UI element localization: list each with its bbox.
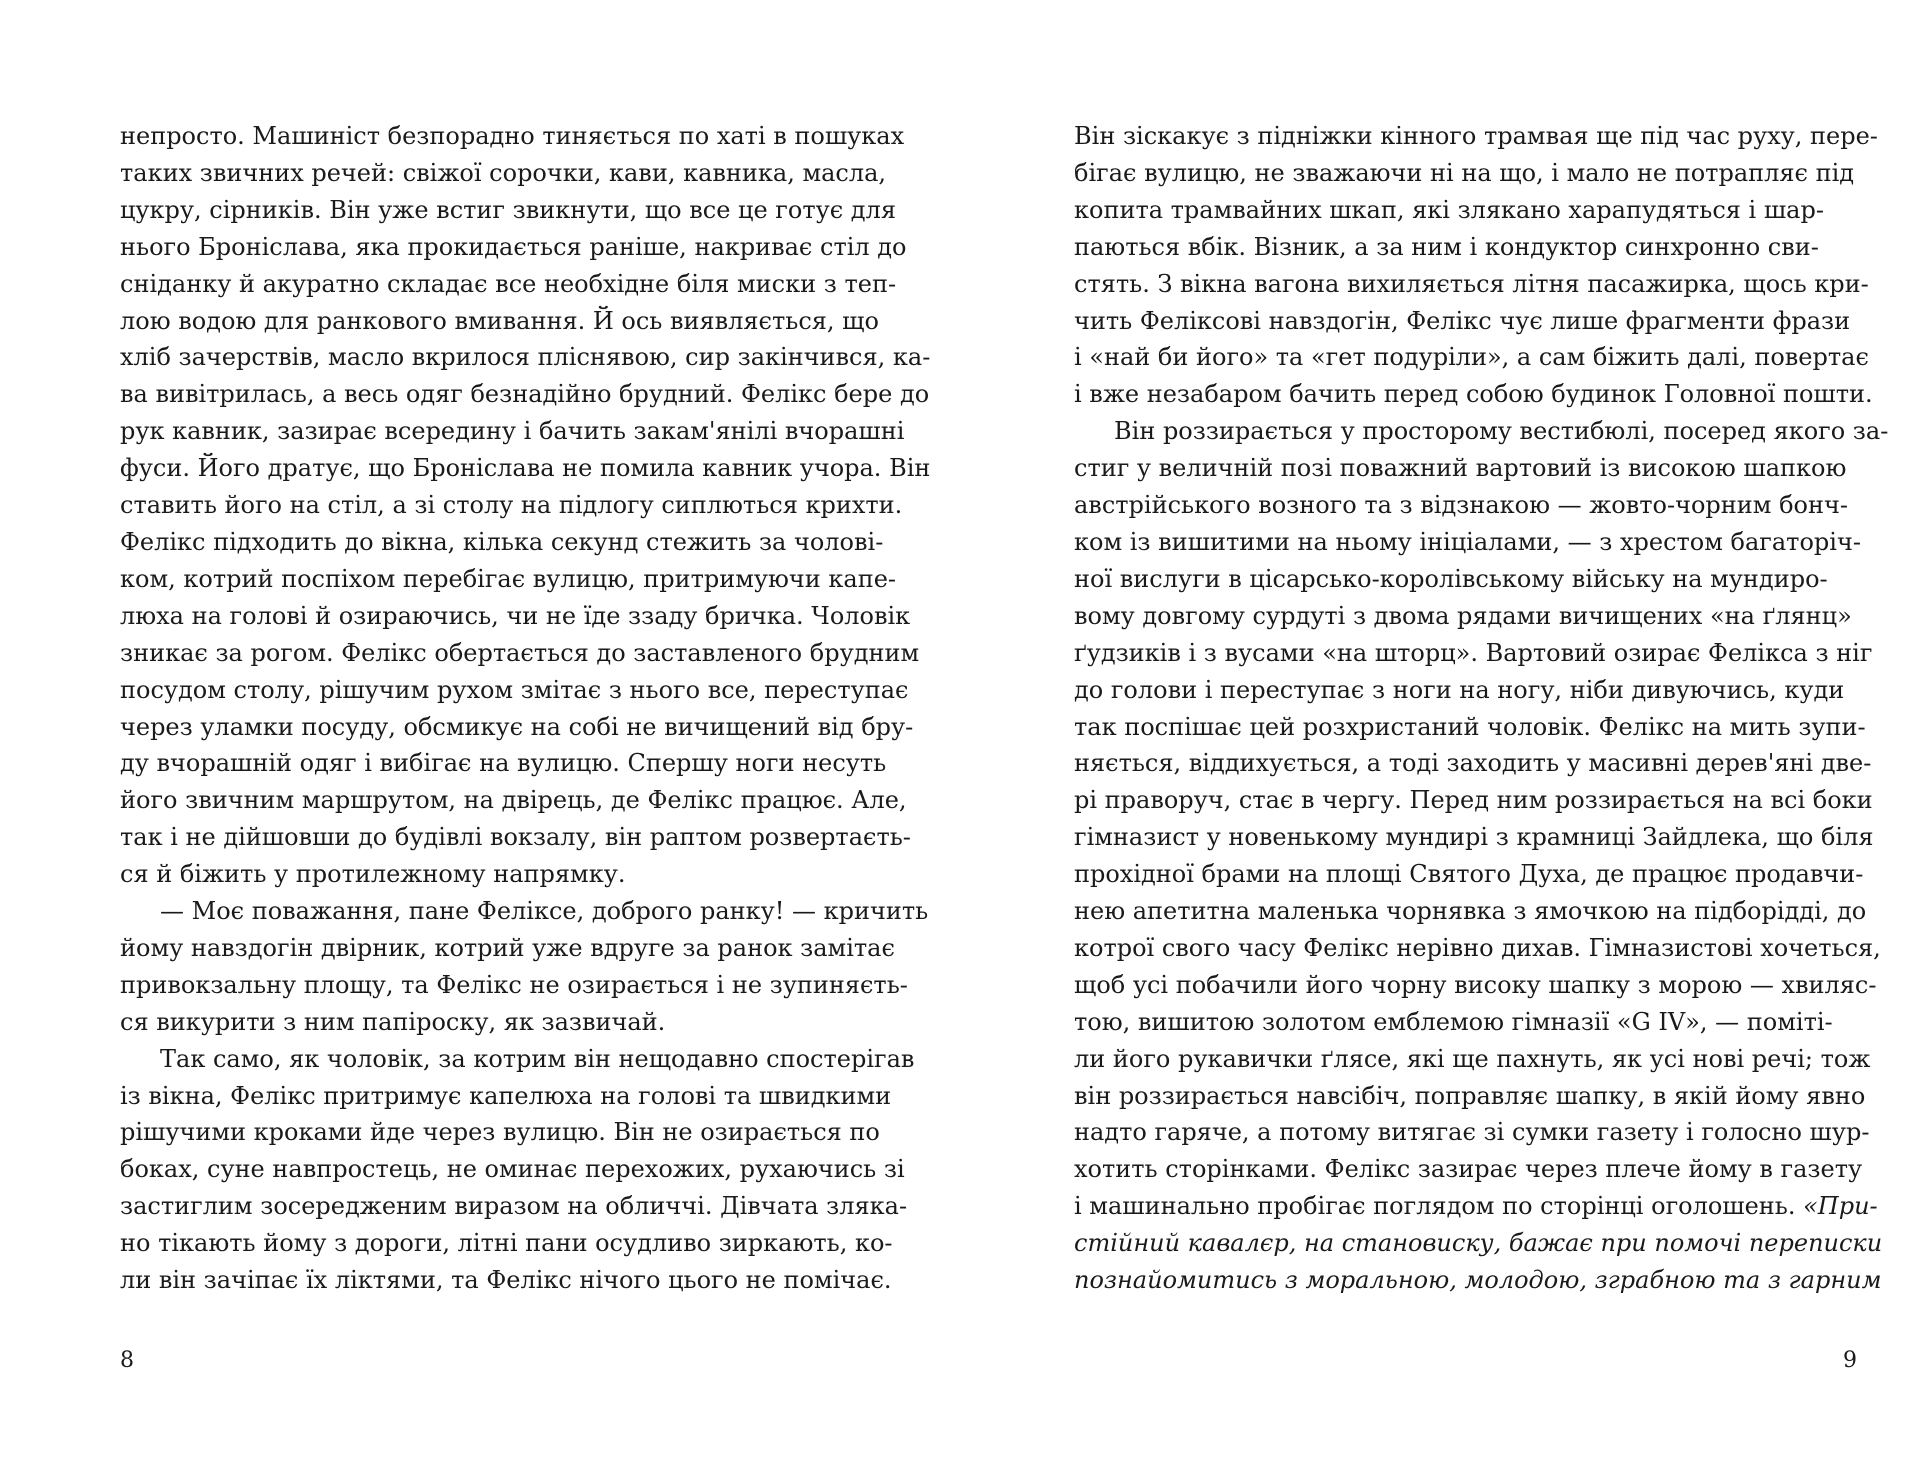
text-line: Фелікс підходить до вікна, кілька секунд стежить за чолові- (120, 527, 884, 556)
text-line: ком, котрий поспіхом перебігає вулицю, притримуючи капе- (120, 564, 897, 593)
text-line: посудом столу, рішучим рухом змітає з нього все, переступає (120, 675, 909, 704)
text-line: бігає вулицю, не зважаючи ні на що, і мало не потрапляє під (1074, 158, 1855, 187)
text-line: щоб усі побачили його чорну високу шапку з морою — хвиляс- (1074, 970, 1877, 999)
text-line: Так само, як чоловік, за котрим він нещодавно спостерігав (160, 1044, 915, 1073)
paragraph (1074, 413, 1889, 1299)
text-line: рук кавник, зазирає всередину і бачить закам'янілі вчорашні (120, 417, 905, 446)
text-line: хотить сторінками. Фелікс зазирає через плече йому в газету (1074, 1155, 1863, 1184)
italic-text-line: стійний кавалєр, на становиску, бажає при помочі переписки (1074, 1229, 1883, 1258)
text-line: тою, вишитою золотом емблемою гімназії «G IV», — поміті- (1074, 1007, 1833, 1036)
text-line: нього Броніслава, яка прокидається раніше, накриває стіл до (120, 232, 907, 261)
text-line: копита трамвайних шкап, які злякано харапудяться і шар- (1074, 195, 1824, 224)
text-line: застиглим зосередженим виразом на обличчі. Дівчата зляка- (120, 1192, 908, 1221)
text-line: зникає за рогом. Фелікс обертається до заставленого брудним (120, 638, 920, 667)
text-line: сніданку й акуратно складає все необхідне біля миски з теп- (120, 269, 897, 298)
text-line: Він зіскакує з підніжки кінного трамвая ще під час руху, пере- (1074, 122, 1878, 150)
text-line: таких звичних речей: свіжої сорочки, кави, кавника, масла, (120, 158, 887, 187)
left-page (120, 118, 931, 1299)
text-line: стять. З вікна вагона вихиляється літня пасажирка, щось кри- (1074, 269, 1869, 298)
text-line: із вікна, Фелікс притримує капелюха на голові та швидкими (120, 1081, 892, 1110)
text-line: няється, віддихується, а тоді заходить у масивні дерев'яні две- (1074, 749, 1872, 778)
text-line: паються вбік. Візник, а за ним і кондуктор синхронно сви- (1074, 232, 1819, 261)
text-line: ли його рукавички ґлясе, які ще пахнуть, як усі нові речі; тож (1074, 1044, 1871, 1073)
italic-text-fragment: «При- (1803, 1192, 1878, 1221)
text-line: но тікають йому з дороги, літні пани осудливо зиркають, ко- (120, 1229, 893, 1258)
text-line: лою водою для ранкового вмивання. Й ось виявляється, що (120, 306, 879, 335)
text-line: чить Феліксові навздогін, Фелікс чує лише фрагменти фрази (1074, 306, 1851, 335)
text-line: він роззирається навсібіч, поправляє шапку, в якій йому явно (1074, 1081, 1866, 1110)
text-line: ся викурити з ним папіроску, як зазвичай. (120, 1007, 666, 1036)
text-line: його звичним маршрутом, на двірець, де Фелікс працює. Але, (120, 786, 907, 815)
text-line: надто гаряче, а потому витягає зі сумки газету і голосно шур- (1074, 1118, 1870, 1147)
text-line: австрійського возного та з відзнакою — жовто-чорним бонч- (1074, 491, 1848, 520)
page-number-left: 8 (120, 1348, 134, 1373)
text-line: Він роззирається у просторому вестибюлі, посеред якого за- (1114, 417, 1889, 446)
text-line: — Моє поважання, пане Феліксе, доброго ранку! — кричить (160, 897, 929, 926)
text-line: вому довгому сурдуті з двома рядами вичищених «на ґлянц» (1074, 601, 1852, 630)
text-line: йому навздогін двірник, котрий уже вдруге за ранок замітає (120, 933, 895, 962)
text-line: ставить його на стіл, а зі столу на підлогу сиплються крихти. (120, 491, 903, 520)
text-line: цукру, сірників. Він уже встиг звикнути, що все це готує для (120, 195, 896, 224)
text-line: і «най би його» та «гет подуріли», а сам біжить далі, повертає (1074, 343, 1869, 372)
text-line: так і не дійшовши до будівлі вокзалу, він раптом розвертаєть- (120, 823, 911, 852)
text-line: ва вивітрилась, а весь одяг безнадійно брудний. Фелікс бере до (120, 380, 930, 409)
paragraph (120, 1041, 915, 1299)
page-number-right: 9 (1843, 1348, 1857, 1373)
text-line: ся й біжить у протилежному напрямку. (120, 860, 626, 889)
text-line: нею апетитна маленька чорнявка з ямочкою на підборідді, до (1074, 897, 1867, 926)
text-line: люха на голові й озираючись, чи не їде ззаду бричка. Чоловік (120, 601, 911, 630)
text-line: непросто. Машиніст безпорадно тиняється по хаті в пошуках (120, 122, 905, 150)
text-fragment: і машинально пробігає поглядом по сторінці оголошень. (1074, 1192, 1804, 1221)
paragraph (1074, 118, 1878, 413)
italic-text-line: познайомитись з моральною, молодою, зграбною та з гарним (1074, 1266, 1882, 1295)
text-line: до голови і переступає з ноги на ногу, ніби дивуючись, куди (1074, 675, 1845, 704)
text-line: і вже незабаром бачить перед собою будинок Головної пошти. (1074, 380, 1873, 409)
text-line: рі праворуч, стає в чергу. Перед ним роззирається на всі боки (1074, 786, 1873, 815)
text-line: хліб зачерствів, масло вкрилося пліснявою, сир закінчився, ка- (120, 343, 931, 372)
text-line: котрої свого часу Фелікс нерівно дихав. Гімназистові хочеться, (1074, 933, 1881, 962)
text-line: боках, суне навпростець, не оминає перехожих, рухаючись зі (120, 1155, 905, 1184)
text-line: рішучими кроками йде через вулицю. Він не озирається по (120, 1118, 880, 1147)
text-line: так поспішає цей розхристаний чоловік. Фелікс на мить зупи- (1074, 712, 1866, 741)
text-line (1074, 1188, 1878, 1225)
right-page (1074, 118, 1889, 1299)
paragraph (120, 893, 929, 1041)
paragraph (120, 118, 931, 893)
text-line: гімназист у новенькому мундирі з крамниці Зайдлека, що біля (1074, 823, 1874, 852)
text-line: ґудзиків і з вусами «на шторц». Вартовий озирає Фелікса з ніг (1074, 638, 1873, 667)
text-line: ли він зачіпає їх ліктями, та Фелікс нічого цього не помічає. (120, 1266, 892, 1295)
text-line: ної вислуги в цісарсько-королівському війську на мундиро- (1074, 564, 1828, 593)
text-line: привокзальну площу, та Фелікс не озирається і не зупиняєть- (120, 970, 908, 999)
text-line: ду вчорашній одяг і вибігає на вулицю. Спершу ноги несуть (120, 749, 887, 778)
text-line: фуси. Його дратує, що Броніслава не помила кавник учора. Він (120, 454, 931, 483)
text-line: ком із вишитими на ньому ініціалами, — з хрестом багаторіч- (1074, 527, 1861, 556)
text-line: прохідної брами на площі Святого Духа, де працює продавчи- (1074, 860, 1864, 889)
text-line: через уламки посуду, обсмикує на собі не вичищений від бру- (120, 712, 914, 741)
text-line: стиг у величній позі поважний вартовий із високою шапкою (1074, 454, 1847, 483)
